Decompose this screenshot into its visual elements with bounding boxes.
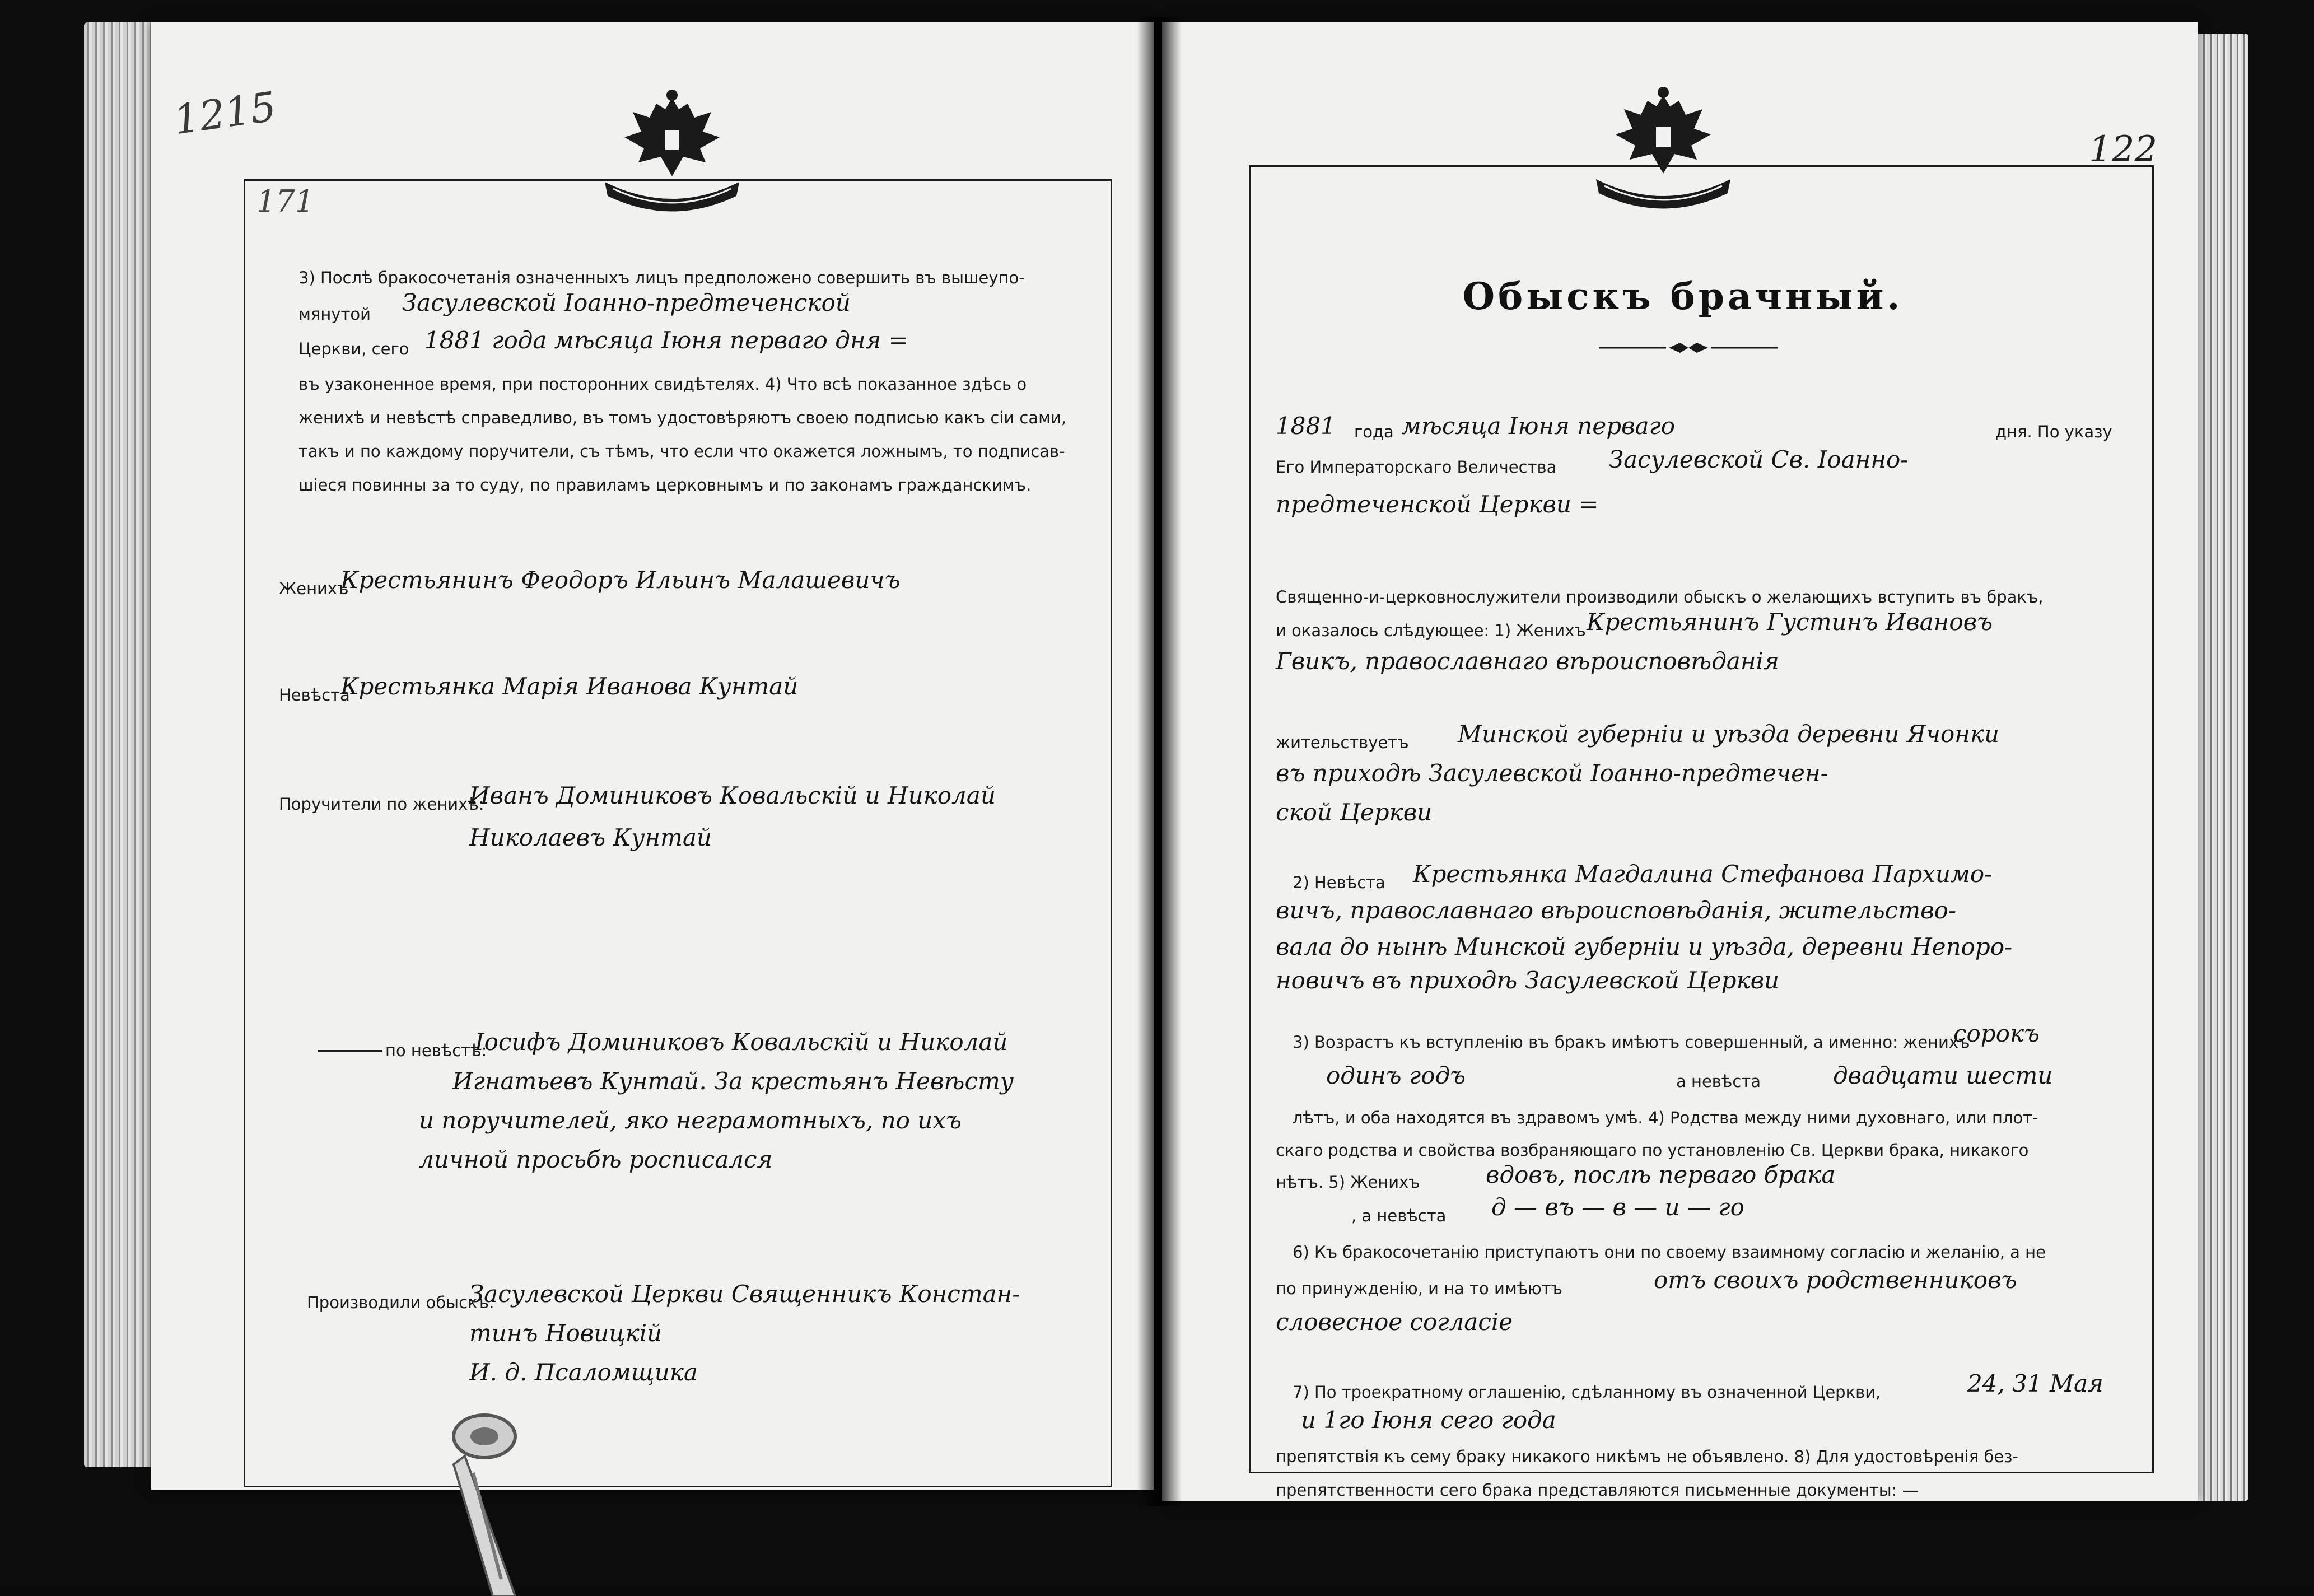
date-hand: 1881 года мѣсяца Іюня перваго дня = xyxy=(424,326,908,354)
bride-label-right: 2) Невѣста xyxy=(1293,873,1385,892)
folio-number-left: 1215 xyxy=(171,82,279,144)
groom-age-hand: сорокъ xyxy=(1953,1020,2040,1047)
age-line-1: 3) Возрастъ къ вступленію въ бракъ имѣютъ совершенный, а именно: женихъ xyxy=(1293,1033,1970,1052)
bride-label: Невѣста xyxy=(279,685,350,704)
bride-hand-1: Крестьянка Магдалина Стефанова Пархимо- xyxy=(1413,860,1993,888)
clause-3-line-6: такъ и по каждому поручители, съ тѣмъ, что если что окажется ложнымъ, то подписав- xyxy=(298,442,1065,461)
bride-hand-4: новичъ въ приходѣ Засулевской Церкви xyxy=(1276,967,1780,994)
church-name-hand: Засулевской Іоанно-предтеченской xyxy=(402,289,851,316)
bride-sureties-line-1: Іосифъ Доминиковъ Ковальскій и Николай xyxy=(475,1028,1008,1056)
bride-sureties-line-2: Игнатьевъ Кунтай. За крестьянъ Невѣсту xyxy=(452,1067,1014,1095)
banns-line-1: 7) По троекратному оглашенію, сдѣланному въ означенной Церкви, xyxy=(1293,1383,1881,1402)
para1-line-1: Священно-и-церковнослужители производили обыскъ о желающихъ вступить въ бракъ, xyxy=(1276,587,2044,606)
bride-sureties-line-3: и поручителей, яко неграмотныхъ, по ихъ xyxy=(419,1107,962,1134)
age-line-3: лѣтъ, и оба находятся въ здравомъ умѣ. 4) Родства между ними духовнаго, или плот- xyxy=(1293,1108,2038,1127)
consent-line-1: 6) Къ бракосочетанію приступаютъ они по своему взаимному согласію и желанію, а не xyxy=(1293,1243,2046,1262)
consent-hand-1: отъ своихъ родственниковъ xyxy=(1654,1266,2017,1294)
inquiry-line-1: Засулевской Церкви Священникъ Констан- xyxy=(469,1280,1020,1308)
banns-line-3: препятственности сего брака представляются письменные документы: — xyxy=(1276,1481,1919,1500)
consent-hand-2: словесное согласіе xyxy=(1276,1308,1513,1336)
bride-sureties-label: по невѣстѣ: xyxy=(385,1041,487,1060)
bride-status-hand: д — въ — в — и — го xyxy=(1491,1193,1744,1221)
book-gutter xyxy=(1137,17,1182,1506)
groom-age-hand-2: одинъ годъ xyxy=(1326,1062,1466,1089)
residence-hand-1: Минской губерніи и уѣзда деревни Ячонки xyxy=(1458,720,2000,748)
clause-3-line-2: мянутой xyxy=(298,305,371,324)
bride-sureties-line-4: личной просьбѣ росписался xyxy=(419,1146,773,1173)
bride-sureties-rule xyxy=(318,1050,382,1052)
bride-hand-2: вичъ, православнаго вѣроисповѣданія, жительство- xyxy=(1276,897,1957,924)
right-page xyxy=(1162,22,2198,1501)
inquiry-label: Производили обыскъ: xyxy=(307,1293,494,1312)
month-hand: мѣсяца Іюня перваго xyxy=(1402,412,1676,440)
residence-hand-2: въ приходѣ Засулевской Іоанно-предтечен- xyxy=(1276,759,1828,787)
bride-name: Крестьянка Марія Иванова Кунтай xyxy=(340,673,799,700)
year-hand: 1881 xyxy=(1276,412,1336,440)
residence-label: жительствуетъ xyxy=(1276,733,1409,752)
pencil-mark: 171 xyxy=(256,184,315,219)
day-label: дня. По указу xyxy=(1995,422,2112,441)
banns-line-2: препятствія къ сему браку никакого никѣмъ не объявлено. 8) Для удостовѣренія без- xyxy=(1276,1447,2019,1466)
inquiry-line-2: тинъ Новицкій xyxy=(469,1319,663,1347)
bride-age-label: а невѣста xyxy=(1676,1072,1761,1091)
groom-sureties-line-1: Иванъ Доминиковъ Ковальскій и Николай xyxy=(469,782,996,809)
clause-3-line-4: въ узаконенное время, при посторонних свидѣтелях. 4) Что всѣ показанное здѣсь о xyxy=(298,375,1027,394)
banns-dates-hand: 24, 31 Мая xyxy=(1967,1370,2103,1397)
groom-hand-1: Крестьянинъ Густинъ Ивановъ xyxy=(1587,608,1993,636)
age-line-5: нѣтъ. 5) Женихъ xyxy=(1276,1173,1420,1192)
document-frame-left xyxy=(244,179,1112,1487)
page-edges-left xyxy=(84,22,162,1467)
groom-hand-2: Гвикъ, православнаго вѣроисповѣданія xyxy=(1276,647,1779,675)
clause-3-line-1: 3) Послѣ бракосочетанія означенныхъ лицъ предположено совершить въ вышеупо- xyxy=(298,268,1025,287)
folio-number-right: 122 xyxy=(2089,129,2158,170)
marital-status-hand: вдовъ, послѣ перваго брака xyxy=(1486,1161,1836,1188)
groom-sureties-label: Поручители по женихѣ: xyxy=(279,795,484,814)
document-frame-right xyxy=(1249,165,2154,1500)
banns-dates-hand-2: и 1го Іюня сего года xyxy=(1301,1406,1556,1434)
inquiry-line-3: И. д. Псаломщика xyxy=(469,1359,698,1386)
bride-hand-3: вала до нынѣ Минской губерніи и уѣзда, деревни Непоро- xyxy=(1276,933,2013,960)
groom-sureties-line-2: Николаевъ Кунтай xyxy=(469,824,712,851)
majesty-label: Его Императорскаго Величества xyxy=(1276,458,1557,477)
consent-line-2: по принужденію, и на то имѣютъ xyxy=(1276,1279,1563,1298)
age-line-6: , а невѣста xyxy=(1351,1206,1447,1225)
residence-hand-3: ской Церкви xyxy=(1276,799,1433,826)
clause-3-line-3: Церкви, сего xyxy=(298,339,409,358)
year-label: года xyxy=(1354,422,1394,441)
age-line-4: скаго родства и свойства возбраняющаго по установленію Св. Церкви брака, никакого xyxy=(1276,1141,2029,1160)
document-title: Обыскъ брачный. xyxy=(1462,274,1904,318)
para1-line-2: и оказалось слѣдующее: 1) Женихъ xyxy=(1276,621,1586,640)
clause-3-line-5: женихѣ и невѣстѣ справедливо, въ томъ удостовѣряютъ своею подписью какъ сіи сами, xyxy=(298,408,1067,427)
groom-label: Женихъ xyxy=(279,579,349,598)
church-hand-1: Засулевской Св. Іоанно- xyxy=(1609,446,1909,473)
metal-clip-icon xyxy=(431,1411,543,1596)
left-page xyxy=(151,22,1154,1490)
bride-age-hand: двадцати шести xyxy=(1833,1062,2053,1089)
clause-3-line-7: шіеся повинны за то суду, по правиламъ церковнымъ и по законамъ гражданскимъ. xyxy=(298,475,1032,494)
groom-name: Крестьянинъ Феодоръ Ильинъ Малашевичъ xyxy=(340,566,901,594)
church-hand-2: предтеченской Церкви = xyxy=(1276,491,1599,518)
